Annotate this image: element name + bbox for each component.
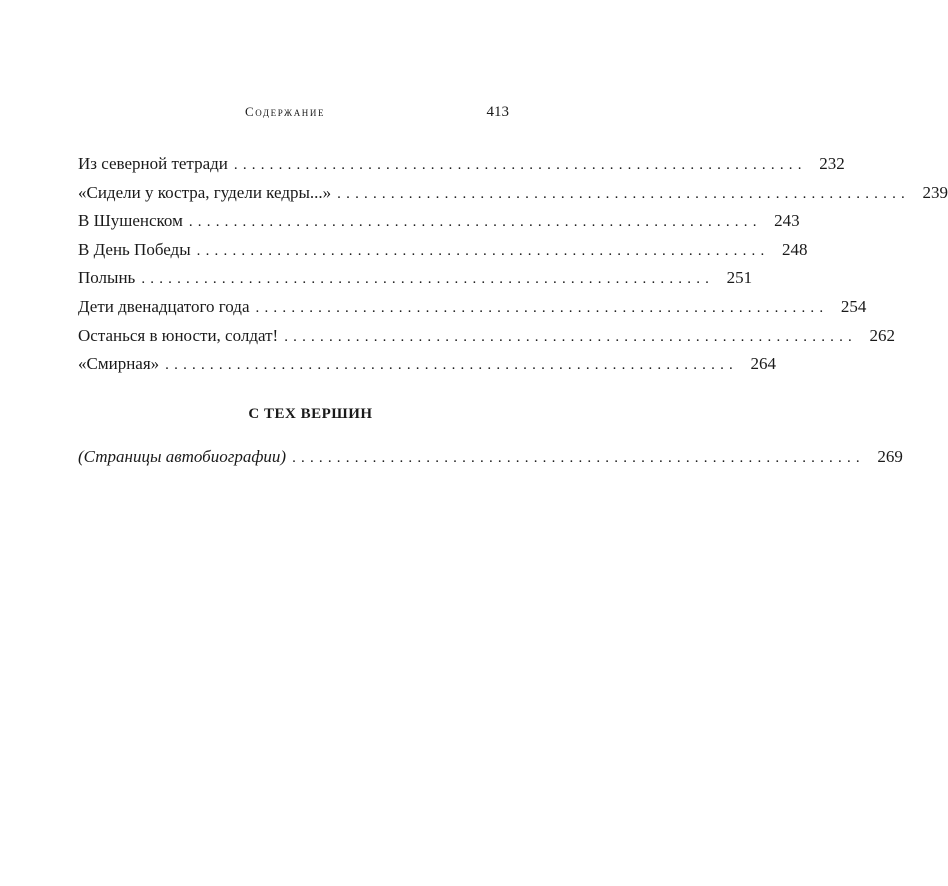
toc-entry-page: 239 [922, 182, 948, 202]
toc-entry-title: Из северной тетради [78, 154, 228, 173]
toc-entry-page: 232 [819, 154, 845, 173]
toc-entry[interactable] [78, 322, 896, 351]
toc-entry-title: (Страницы автобиографии) [78, 447, 287, 466]
toc-entry[interactable] [78, 293, 867, 322]
table-of-contents [78, 150, 948, 379]
section-toc [78, 443, 903, 472]
toc-entry-page: 243 [774, 211, 800, 231]
toc-leader-dots: ................................................................ [141, 271, 715, 288]
running-head [0, 104, 621, 124]
toc-entry[interactable] [78, 350, 776, 379]
toc-entry-title: В День Победы [78, 239, 191, 259]
toc-entry[interactable] [78, 150, 845, 179]
toc-leader-dots: ................................................................ [233, 157, 807, 173]
toc-entry-title: В Шушенском [78, 211, 183, 231]
toc-leader-dots: ................................................................ [188, 214, 762, 231]
toc-leader-dots: ................................................................ [292, 450, 865, 466]
toc-entry-page: 269 [877, 447, 903, 466]
section-heading: С ТЕХ ВЕРШИН [248, 406, 373, 422]
toc-entry-title: Полынь [78, 268, 136, 288]
toc-entry-page: 264 [750, 354, 776, 374]
toc-entry-title: «Смирная» [78, 354, 160, 374]
toc-entry[interactable] [78, 443, 903, 472]
toc-entry[interactable] [78, 207, 800, 236]
toc-entry-title: «Сидели у костра, гудели кедры...» [78, 182, 332, 202]
page-number: 413 [486, 104, 509, 120]
toc-entry-title: Останься в юности, солдат! [78, 325, 279, 345]
running-head-title: Содержание [245, 104, 326, 119]
toc-leader-dots: ................................................................ [196, 242, 770, 259]
toc-entry[interactable] [78, 264, 753, 293]
toc-leader-dots: ................................................................ [255, 299, 829, 316]
toc-entry-page: 251 [726, 268, 753, 288]
toc-leader-dots: ................................................................ [165, 357, 738, 374]
toc-leader-dots: ................................................................ [284, 328, 858, 345]
toc-entry-page: 254 [840, 296, 867, 316]
toc-entry-title: Дети двенадцатого года [78, 296, 250, 316]
toc-entry[interactable] [78, 236, 808, 265]
toc-entry-page: 248 [781, 239, 808, 259]
toc-entry-page: 262 [869, 325, 896, 345]
toc-leader-dots: ................................................................ [337, 185, 910, 202]
toc-entry[interactable] [78, 179, 948, 208]
